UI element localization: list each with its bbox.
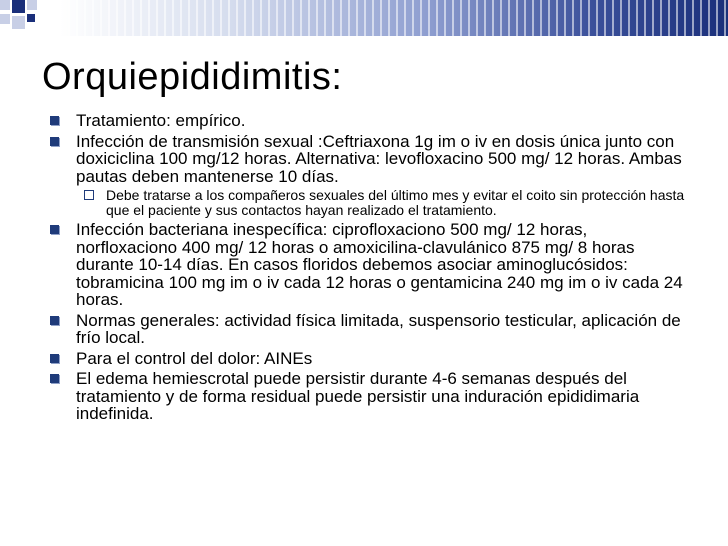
deco-square-light: [0, 14, 10, 24]
bullet-item: [42, 112, 692, 130]
bullet-text: El edema hemiescrotal puede persistir durante 4-6 semanas después del tratamiento y de forma residual puede persistir una induración epididimaria indefinida.: [76, 369, 640, 424]
slide-title: Orquiepididimitis:: [42, 56, 343, 98]
deco-square-light: [12, 16, 25, 29]
deco-square-dark: [27, 14, 35, 22]
bullet-text: Infección de transmisión sexual :Ceftriaxona 1g im o iv en dosis única junto con doxiciclina 100 mg/12 horas. Alternativa: levofloxacino 500 mg/ 12 horas. Ambas pautas deben mantenerse 10 días.: [76, 131, 682, 186]
bullet-item: [42, 133, 692, 186]
square-bullet-icon: [50, 374, 59, 383]
bullet-text: Tratamiento: empírico.: [76, 111, 246, 130]
deco-square-light: [27, 0, 37, 10]
square-bullet-icon: [50, 225, 59, 234]
square-bullet-icon: [50, 354, 59, 363]
bullet-text: Infección bacteriana inespecífica: ciprofloxaciono 500 mg/ 12 horas, norfloxaciono 400 mg/ 12 horas o amoxicilina-clavulánico 875 mg/ 8 horas durante 10-14 días. En casos floridos debemos asociar aminoglucósidos: tobramicina 100 mg im o iv cada 12 horas o gentamicina 240 mg im o iv cada 24 horas.: [76, 220, 683, 310]
bullet-text: Normas generales: actividad física limitada, suspensorio testicular, aplicación de frío local.: [76, 310, 681, 348]
square-bullet-icon: [50, 316, 59, 325]
decorative-header-band: [0, 0, 728, 36]
slide-content: [42, 112, 692, 426]
gradient-stripes: [60, 0, 728, 36]
bullet-item: [42, 350, 692, 368]
square-bullet-icon: [50, 116, 59, 125]
deco-square-light: [0, 0, 10, 10]
bullet-text: Para el control del dolor: AINEs: [76, 348, 313, 368]
deco-square-dark: [12, 0, 25, 13]
square-bullet-icon: [50, 137, 59, 146]
sub-bullet-item: [76, 188, 692, 217]
bullet-item: [42, 370, 692, 423]
sub-bullet-text: Debe tratarse a los compañeros sexuales del último mes y evitar el coito sin protección hasta que el paciente y sus contactos hayan realizado el tratamiento.: [106, 187, 685, 218]
bullet-item: [42, 312, 692, 347]
bullet-item: [42, 221, 692, 309]
hollow-square-bullet-icon: [84, 190, 94, 200]
